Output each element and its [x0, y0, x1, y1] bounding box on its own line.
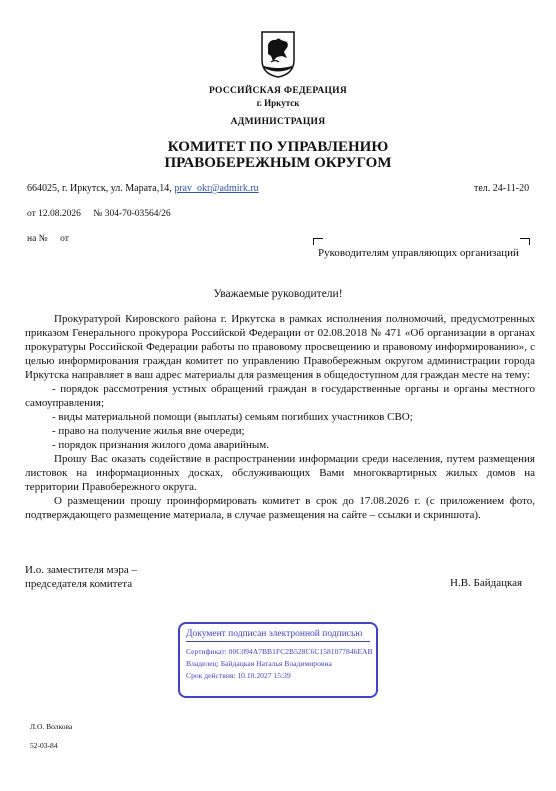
stamp-owner: Владелец: Байдацкая Наталья Владимировна: [186, 659, 332, 668]
list-item: - виды материальной помощи (выплаты) семьям погибших участников СВО;: [52, 411, 413, 423]
executor-name: Л.О. Волкова: [30, 722, 73, 731]
reference-date-label: от: [60, 234, 69, 244]
letter-body: [25, 312, 535, 522]
body-paragraph-3: О размещении прошу проинформировать комитет в срок до 17.08.2026 г. (с приложением фото, подтверждающего размещение материала, в случае размещения на сайте – ссылки и скриншота).: [25, 495, 535, 521]
signatory-position-line2: председателя комитета: [25, 578, 133, 590]
irkutsk-coat-of-arms-icon: [260, 30, 296, 78]
list-item: - право на получение жилья вне очереди;: [52, 425, 245, 437]
recipient: Руководителям управляющих организаций: [318, 247, 519, 259]
address-text: 664025, г. Иркутск, ул. Марата,14,: [27, 183, 172, 194]
registration-line: [27, 209, 171, 219]
country-name: РОССИЙСКАЯ ФЕДЕРАЦИЯ: [208, 86, 348, 96]
address-line: [27, 183, 259, 194]
executor-phone: 52-03-84: [30, 741, 58, 750]
list-item: - порядок признания жилого дома аварийным.: [52, 439, 269, 451]
recipient-bracket-right: [520, 238, 530, 245]
recipient-bracket-left: [313, 238, 323, 245]
phone-number: тел. 24-11-20: [474, 183, 530, 194]
reference-number-label: на №: [27, 234, 48, 244]
stamp-title: Документ подписан электронной подписью: [186, 629, 370, 642]
signatory-position-line1: И.о. заместителя мэра –: [25, 564, 138, 576]
committee-title-line2: ПРАВОБЕРЕЖНЫМ ОКРУГОМ: [164, 155, 392, 171]
signatory-position: [25, 563, 137, 591]
list-item: - порядок рассмотрения устных обращений граждан в государственные органы и органы местного самоуправления;: [25, 383, 535, 409]
registration-number: № 304-70-03564/26: [93, 209, 171, 219]
greeting: Уважаемые руководители!: [213, 288, 343, 300]
committee-title-line1: КОМИТЕТ ПО УПРАВЛЕНИЮ: [167, 139, 389, 155]
stamp-validity: Срок действия: 10.10.2027 15:39: [186, 671, 291, 680]
stamp-certificate: Сертификат: 00C094A7BB1FC2B528C6C1581077846EAB: [186, 647, 373, 656]
electronic-signature-stamp: [178, 622, 378, 698]
signatory-name: Н.В. Байдацкая: [450, 577, 523, 589]
administration-label: АДМИНИСТРАЦИЯ: [230, 117, 326, 127]
committee-title: [0, 139, 556, 171]
body-paragraph-1: Прокуратурой Кировского района г. Иркутска в рамках исполнения полномочий, предусмотренных приказом Генерального прокурора Российской Федерации от 02.08.2018 № 471 «Об организации в органах прокуратуры Российской Федерации работы по правовому просвещению и правовому информированию», с целью информирования граждан комитет по управлению Правобережным округом администрации города Иркутска направляет в ваш адрес материалы для размещения в общедоступном для граждан месте на тему:: [25, 313, 535, 381]
registration-date: от 12.08.2026: [27, 209, 81, 219]
reference-line: [27, 234, 69, 244]
body-paragraph-2: Прошу Вас оказать содействие в распространении информации среди населения, путем размещения листовок на информационных досках, обслуживающих Вами многоквартирных жилых домов на территории Правобережного округа.: [25, 453, 535, 493]
email-link[interactable]: prav_okr@admirk.ru: [174, 183, 259, 194]
city-name: г. Иркутск: [256, 98, 300, 108]
